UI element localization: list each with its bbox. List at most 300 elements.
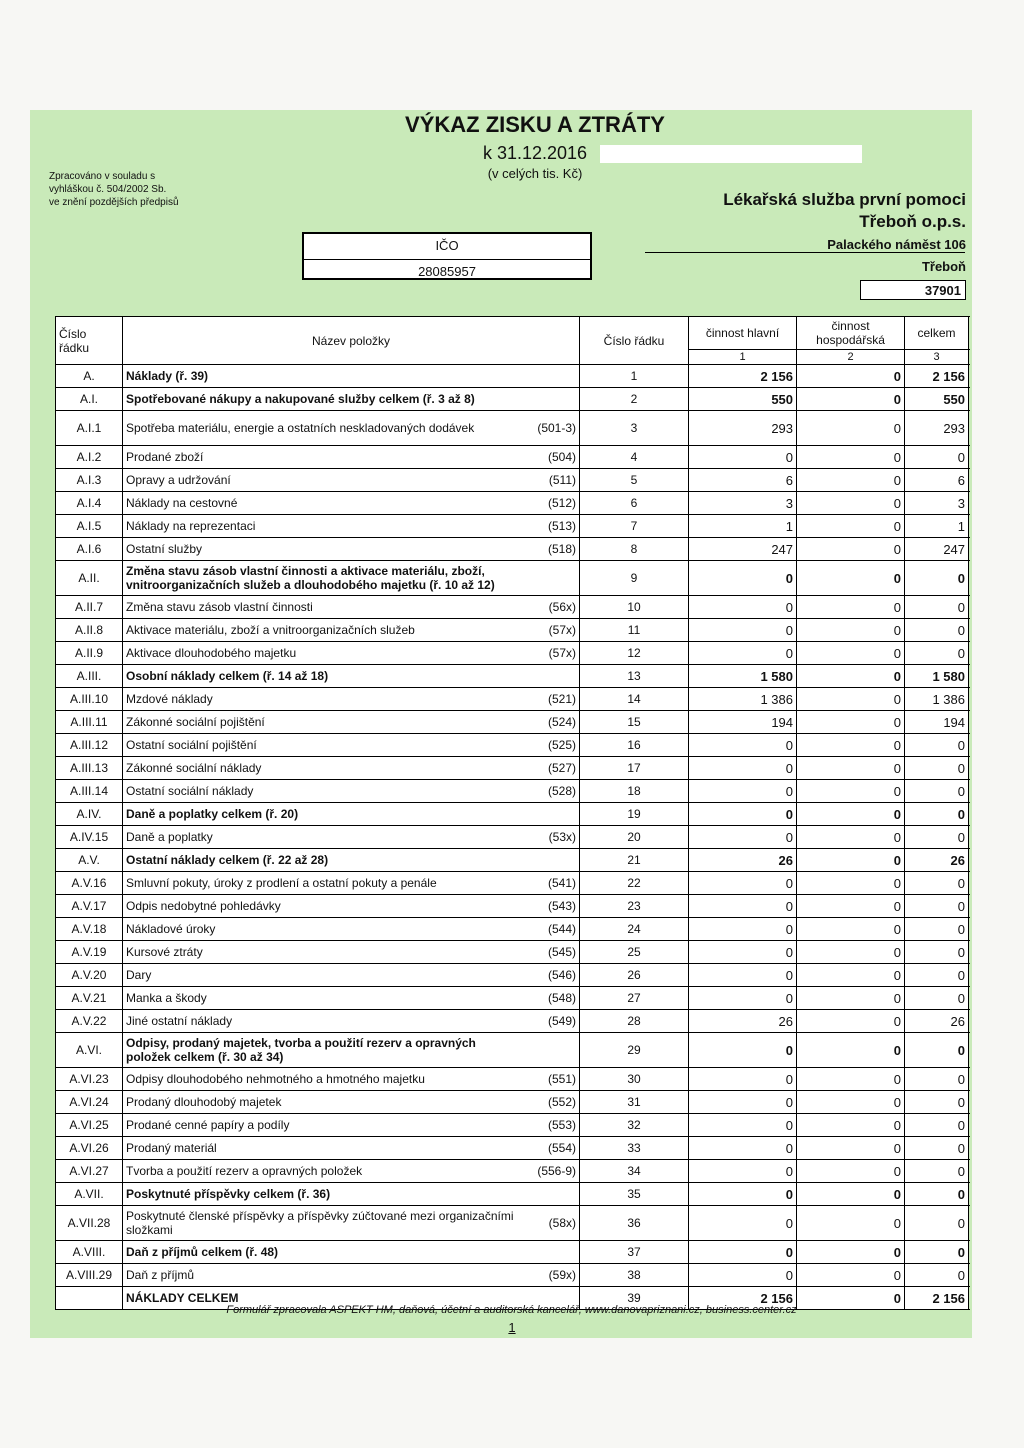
row-code xyxy=(518,849,580,872)
value-econ: 0 xyxy=(797,734,905,757)
row-name xyxy=(123,411,518,446)
row-name-text: Změna stavu zásob vlastní činnosti xyxy=(126,600,313,614)
value-total: 26 xyxy=(905,1010,969,1033)
value-econ: 0 xyxy=(797,1137,905,1160)
row-id: A.III.14 xyxy=(56,780,123,803)
row-name xyxy=(123,849,518,872)
value-econ: 0 xyxy=(797,757,905,780)
row-id: A.VIII. xyxy=(56,1241,123,1264)
value-main: 0 xyxy=(689,1137,797,1160)
value-main: 0 xyxy=(689,872,797,895)
ico-label: IČO xyxy=(435,238,459,253)
value-econ: 0 xyxy=(797,987,905,1010)
value-econ: 0 xyxy=(797,895,905,918)
row-id: A.I.4 xyxy=(56,492,123,515)
row-name xyxy=(123,1241,518,1264)
value-main: 3 xyxy=(689,492,797,515)
value-total: 0 xyxy=(905,1068,969,1091)
org-divider xyxy=(645,252,965,253)
row-name xyxy=(123,941,518,964)
table-row xyxy=(56,446,969,469)
row-name-text: Poskytnuté příspěvky celkem (ř. 36) xyxy=(126,1187,331,1201)
value-main: 0 xyxy=(689,619,797,642)
row-number: 16 xyxy=(580,734,689,757)
value-total: 1 580 xyxy=(905,665,969,688)
table-row xyxy=(56,642,969,665)
row-number: 35 xyxy=(580,1183,689,1206)
row-code: (549) xyxy=(518,1010,580,1033)
row-number: 39 xyxy=(580,1287,689,1310)
row-number: 8 xyxy=(580,538,689,561)
value-total: 0 xyxy=(905,596,969,619)
table-row xyxy=(56,941,969,964)
row-number: 2 xyxy=(580,388,689,411)
row-name xyxy=(123,469,518,492)
value-econ: 0 xyxy=(797,561,905,596)
row-id: A.VII.28 xyxy=(56,1206,123,1241)
row-name xyxy=(123,665,518,688)
value-total: 0 xyxy=(905,803,969,826)
table-body xyxy=(56,365,969,1310)
table-row xyxy=(56,1068,969,1091)
value-main: 0 xyxy=(689,964,797,987)
table-row xyxy=(56,1137,969,1160)
value-econ: 0 xyxy=(797,849,905,872)
value-total: 0 xyxy=(905,446,969,469)
row-name-text: Spotřeba materiálu, energie a ostatních neskladovaných dodávek xyxy=(126,421,475,435)
table-row xyxy=(56,734,969,757)
table-row xyxy=(56,619,969,642)
value-total: 0 xyxy=(905,872,969,895)
row-number: 14 xyxy=(580,688,689,711)
table-row xyxy=(56,780,969,803)
value-main: 0 xyxy=(689,1033,797,1068)
value-main: 0 xyxy=(689,987,797,1010)
row-number: 21 xyxy=(580,849,689,872)
row-code xyxy=(518,1183,580,1206)
value-total: 0 xyxy=(905,918,969,941)
value-econ: 0 xyxy=(797,1068,905,1091)
value-econ: 0 xyxy=(797,964,905,987)
value-total: 0 xyxy=(905,1206,969,1241)
row-code: (501-3) xyxy=(518,411,580,446)
value-total: 0 xyxy=(905,757,969,780)
row-name-text: Dary xyxy=(126,968,152,982)
table-row xyxy=(56,492,969,515)
row-name xyxy=(123,711,518,734)
row-name-text: Prodané cenné papíry a podíly xyxy=(126,1118,290,1132)
value-econ: 0 xyxy=(797,1264,905,1287)
value-econ: 0 xyxy=(797,1160,905,1183)
row-number: 29 xyxy=(580,1033,689,1068)
header-main: činnost hlavní xyxy=(689,317,797,350)
row-name-text: Odpisy dlouhodobého nehmotného a hmotného majetku xyxy=(126,1072,425,1086)
row-number: 10 xyxy=(580,596,689,619)
value-main: 6 xyxy=(689,469,797,492)
row-name xyxy=(123,538,518,561)
value-main: 0 xyxy=(689,1160,797,1183)
row-number: 26 xyxy=(580,964,689,987)
value-total: 0 xyxy=(905,642,969,665)
row-code: (528) xyxy=(518,780,580,803)
row-name-text: Poskytnuté členské příspěvky a příspěvky zúčtované mezi organizačními složkami xyxy=(126,1209,514,1237)
row-name-text: Ostatní sociální náklady xyxy=(126,784,254,798)
value-main: 0 xyxy=(689,803,797,826)
row-code: (552) xyxy=(518,1091,580,1114)
row-code xyxy=(518,561,580,596)
value-total: 247 xyxy=(905,538,969,561)
value-total: 1 xyxy=(905,515,969,538)
row-id: A.VII. xyxy=(56,1183,123,1206)
value-total: 550 xyxy=(905,388,969,411)
row-number: 27 xyxy=(580,987,689,1010)
row-id: A.V.22 xyxy=(56,1010,123,1033)
row-name-text: Mzdové náklady xyxy=(126,692,213,706)
row-id: A.I.2 xyxy=(56,446,123,469)
ico-box xyxy=(302,232,592,280)
row-code: (53x) xyxy=(518,826,580,849)
row-name xyxy=(123,757,518,780)
value-econ: 0 xyxy=(797,780,905,803)
row-code: (518) xyxy=(518,538,580,561)
report-date: k 31.12.2016 xyxy=(482,143,588,163)
table-row xyxy=(56,1114,969,1137)
row-id: A.V.16 xyxy=(56,872,123,895)
row-number: 1 xyxy=(580,365,689,388)
row-number: 24 xyxy=(580,918,689,941)
row-id: A.VI.26 xyxy=(56,1137,123,1160)
row-name xyxy=(123,918,518,941)
value-total: 0 xyxy=(905,987,969,1010)
row-code: (524) xyxy=(518,711,580,734)
legal-line-3: ve znění pozdějších předpisů xyxy=(49,197,179,208)
row-number: 22 xyxy=(580,872,689,895)
value-econ: 0 xyxy=(797,446,905,469)
row-code: (543) xyxy=(518,895,580,918)
row-id: A.V.18 xyxy=(56,918,123,941)
value-total: 194 xyxy=(905,711,969,734)
table-row xyxy=(56,1206,969,1241)
value-total: 0 xyxy=(905,895,969,918)
row-number: 6 xyxy=(580,492,689,515)
value-main: 26 xyxy=(689,1010,797,1033)
row-name xyxy=(123,1114,518,1137)
row-number: 37 xyxy=(580,1241,689,1264)
row-name xyxy=(123,826,518,849)
value-econ: 0 xyxy=(797,1287,905,1310)
row-name-text: Prodaný dlouhodobý majetek xyxy=(126,1095,282,1109)
value-total: 0 xyxy=(905,1137,969,1160)
value-main: 2 156 xyxy=(689,1287,797,1310)
value-econ: 0 xyxy=(797,1114,905,1137)
value-main: 0 xyxy=(689,895,797,918)
value-main: 2 156 xyxy=(689,365,797,388)
value-econ: 0 xyxy=(797,1091,905,1114)
value-main: 0 xyxy=(689,1114,797,1137)
row-number: 9 xyxy=(580,561,689,596)
row-name-text: Daně a poplatky celkem (ř. 20) xyxy=(126,807,299,821)
value-total: 0 xyxy=(905,1241,969,1264)
row-name-text: Ostatní služby xyxy=(126,542,203,556)
row-number: 17 xyxy=(580,757,689,780)
value-total: 0 xyxy=(905,1091,969,1114)
row-name-text: Kursové ztráty xyxy=(126,945,203,959)
value-total: 0 xyxy=(905,1264,969,1287)
value-main: 0 xyxy=(689,941,797,964)
row-id: A.III.13 xyxy=(56,757,123,780)
row-name xyxy=(123,492,518,515)
value-total: 3 xyxy=(905,492,969,515)
value-main: 0 xyxy=(689,642,797,665)
table-row xyxy=(56,803,969,826)
value-main: 0 xyxy=(689,1183,797,1206)
table-row xyxy=(56,411,969,446)
value-main: 293 xyxy=(689,411,797,446)
footer-note: Formulář zpracovala ASPEKT HM, daňová, účetní a auditorská kancelář, www.danovapriznani.cz, business.center.cz xyxy=(226,1304,797,1316)
row-name xyxy=(123,1160,518,1183)
legal-line-1: Zpracováno v souladu s xyxy=(49,171,156,182)
row-number: 3 xyxy=(580,411,689,446)
row-name xyxy=(123,1183,518,1206)
value-econ: 0 xyxy=(797,688,905,711)
row-code: (544) xyxy=(518,918,580,941)
row-number: 23 xyxy=(580,895,689,918)
row-id: A.V.17 xyxy=(56,895,123,918)
row-id: A.V. xyxy=(56,849,123,872)
value-econ: 0 xyxy=(797,388,905,411)
row-id: A.VI.27 xyxy=(56,1160,123,1183)
row-number: 7 xyxy=(580,515,689,538)
row-name-text: Osobní náklady celkem (ř. 14 až 18) xyxy=(126,669,329,683)
row-code: (58x) xyxy=(518,1206,580,1241)
row-number: 18 xyxy=(580,780,689,803)
page-title: VÝKAZ ZISKU A ZTRÁTY xyxy=(405,112,665,137)
row-name xyxy=(123,803,518,826)
row-code: (546) xyxy=(518,964,580,987)
value-econ: 0 xyxy=(797,538,905,561)
value-main: 0 xyxy=(689,918,797,941)
row-name-text: Náklady na reprezentaci xyxy=(126,519,256,533)
value-total: 0 xyxy=(905,1160,969,1183)
row-name-text: Daně a poplatky xyxy=(126,830,213,844)
row-name xyxy=(123,619,518,642)
value-total: 293 xyxy=(905,411,969,446)
value-main: 1 580 xyxy=(689,665,797,688)
row-name-text: Zákonné sociální pojištění xyxy=(126,715,265,729)
table-row xyxy=(56,561,969,596)
row-name-text: Odpis nedobytné pohledávky xyxy=(126,899,281,913)
value-econ: 0 xyxy=(797,1206,905,1241)
row-code: (541) xyxy=(518,872,580,895)
org-city: Třeboň xyxy=(921,259,966,274)
row-number: 15 xyxy=(580,711,689,734)
row-name-text: Zákonné sociální náklady xyxy=(126,761,262,775)
row-name xyxy=(123,561,518,596)
report-unit: (v celých tis. Kč) xyxy=(487,166,583,181)
value-econ: 0 xyxy=(797,826,905,849)
value-total: 0 xyxy=(905,780,969,803)
row-name xyxy=(123,1068,518,1091)
row-name-text: Daň z příjmů xyxy=(126,1268,195,1282)
row-code: (527) xyxy=(518,757,580,780)
row-number: 13 xyxy=(580,665,689,688)
value-main: 0 xyxy=(689,1068,797,1091)
row-name xyxy=(123,688,518,711)
table-row xyxy=(56,918,969,941)
value-econ: 0 xyxy=(797,469,905,492)
value-econ: 0 xyxy=(797,1010,905,1033)
value-total: 0 xyxy=(905,619,969,642)
header-econ: činnost hospodářská xyxy=(797,317,905,350)
table-row xyxy=(56,469,969,492)
col-number-3: 3 xyxy=(905,350,969,365)
value-total: 26 xyxy=(905,849,969,872)
row-name-text: Aktivace dlouhodobého majetku xyxy=(126,646,297,660)
table-row xyxy=(56,388,969,411)
row-number: 4 xyxy=(580,446,689,469)
value-econ: 0 xyxy=(797,1183,905,1206)
value-econ: 0 xyxy=(797,941,905,964)
value-main: 1 xyxy=(689,515,797,538)
org-name: Lékařská služba první pomoci xyxy=(723,190,966,209)
row-code: (525) xyxy=(518,734,580,757)
row-name-text: Daň z příjmů celkem (ř. 48) xyxy=(126,1245,279,1259)
row-code: (56x) xyxy=(518,596,580,619)
row-name-text: Opravy a udržování xyxy=(126,473,231,487)
value-econ: 0 xyxy=(797,596,905,619)
table-row xyxy=(56,826,969,849)
value-total: 6 xyxy=(905,469,969,492)
row-id: A.VI.24 xyxy=(56,1091,123,1114)
value-econ: 0 xyxy=(797,642,905,665)
row-name xyxy=(123,446,518,469)
row-number: 28 xyxy=(580,1010,689,1033)
row-number: 31 xyxy=(580,1091,689,1114)
row-name-text: Jiné ostatní náklady xyxy=(126,1014,233,1028)
value-econ: 0 xyxy=(797,872,905,895)
header-name: Název položky xyxy=(123,317,580,365)
header-total: celkem xyxy=(905,317,969,350)
value-main: 194 xyxy=(689,711,797,734)
org-city-line: Třeboň o.p.s. xyxy=(859,212,966,231)
col-number-1: 1 xyxy=(689,350,797,365)
value-total: 0 xyxy=(905,1183,969,1206)
row-code xyxy=(518,388,580,411)
value-total: 0 xyxy=(905,1033,969,1068)
row-name xyxy=(123,1033,518,1068)
row-name xyxy=(123,734,518,757)
row-id: A.IV. xyxy=(56,803,123,826)
value-econ: 0 xyxy=(797,619,905,642)
row-id: A.II.9 xyxy=(56,642,123,665)
row-id: A.VI.25 xyxy=(56,1114,123,1137)
row-name xyxy=(123,872,518,895)
row-name-text: Prodaný materiál xyxy=(126,1141,217,1155)
value-total: 0 xyxy=(905,1114,969,1137)
value-total: 0 xyxy=(905,826,969,849)
row-code: (504) xyxy=(518,446,580,469)
income-statement-table xyxy=(55,316,969,1310)
row-id: A.I.5 xyxy=(56,515,123,538)
table-row xyxy=(56,1033,969,1068)
row-code: (59x) xyxy=(518,1264,580,1287)
row-id: A.I.1 xyxy=(56,411,123,446)
row-id: A.I.3 xyxy=(56,469,123,492)
row-code: (551) xyxy=(518,1068,580,1091)
row-name-text: Náklady na cestovné xyxy=(126,496,238,510)
legal-line-2: vyhláškou č. 504/2002 Sb. xyxy=(49,184,167,195)
value-econ: 0 xyxy=(797,711,905,734)
row-code: (545) xyxy=(518,941,580,964)
row-name xyxy=(123,780,518,803)
value-econ: 0 xyxy=(797,1033,905,1068)
row-name-text: Ostatní sociální pojištění xyxy=(126,738,257,752)
value-econ: 0 xyxy=(797,515,905,538)
row-name xyxy=(123,596,518,619)
row-number: 19 xyxy=(580,803,689,826)
row-id: A. xyxy=(56,365,123,388)
row-code: (57x) xyxy=(518,642,580,665)
legal-note xyxy=(49,170,269,209)
row-code: (554) xyxy=(518,1137,580,1160)
row-id: A.III.12 xyxy=(56,734,123,757)
value-total: 0 xyxy=(905,964,969,987)
table-row xyxy=(56,987,969,1010)
row-name xyxy=(123,515,518,538)
row-name-text: Tvorba a použití rezerv a opravných položek xyxy=(126,1164,363,1178)
row-code: (521) xyxy=(518,688,580,711)
table-row xyxy=(56,1183,969,1206)
row-code: (553) xyxy=(518,1114,580,1137)
value-main: 0 xyxy=(689,1241,797,1264)
value-main: 247 xyxy=(689,538,797,561)
row-name xyxy=(123,388,518,411)
row-number: 36 xyxy=(580,1206,689,1241)
page-number: 1 xyxy=(508,1320,516,1335)
row-id: A.II.8 xyxy=(56,619,123,642)
table-row xyxy=(56,711,969,734)
row-number: 38 xyxy=(580,1264,689,1287)
row-id: A.IV.15 xyxy=(56,826,123,849)
row-name-text: Prodané zboží xyxy=(126,450,204,464)
table-row xyxy=(56,1264,969,1287)
value-total: 2 156 xyxy=(905,365,969,388)
row-id: A.V.21 xyxy=(56,987,123,1010)
row-id: A.VIII.29 xyxy=(56,1264,123,1287)
row-number: 25 xyxy=(580,941,689,964)
value-main: 26 xyxy=(689,849,797,872)
value-total: 0 xyxy=(905,734,969,757)
row-code xyxy=(518,365,580,388)
table-row xyxy=(56,1241,969,1264)
table-row xyxy=(56,688,969,711)
value-main: 0 xyxy=(689,757,797,780)
value-main: 0 xyxy=(689,561,797,596)
row-name xyxy=(123,1010,518,1033)
row-id: A.III.10 xyxy=(56,688,123,711)
row-code: (512) xyxy=(518,492,580,515)
ico-value: 28085957 xyxy=(304,259,590,279)
row-code xyxy=(518,1241,580,1264)
value-main: 0 xyxy=(689,1264,797,1287)
table-row xyxy=(56,365,969,388)
row-name xyxy=(123,964,518,987)
value-econ: 0 xyxy=(797,365,905,388)
row-number: 33 xyxy=(580,1137,689,1160)
row-name xyxy=(123,1264,518,1287)
value-econ: 0 xyxy=(797,1241,905,1264)
table-row xyxy=(56,515,969,538)
